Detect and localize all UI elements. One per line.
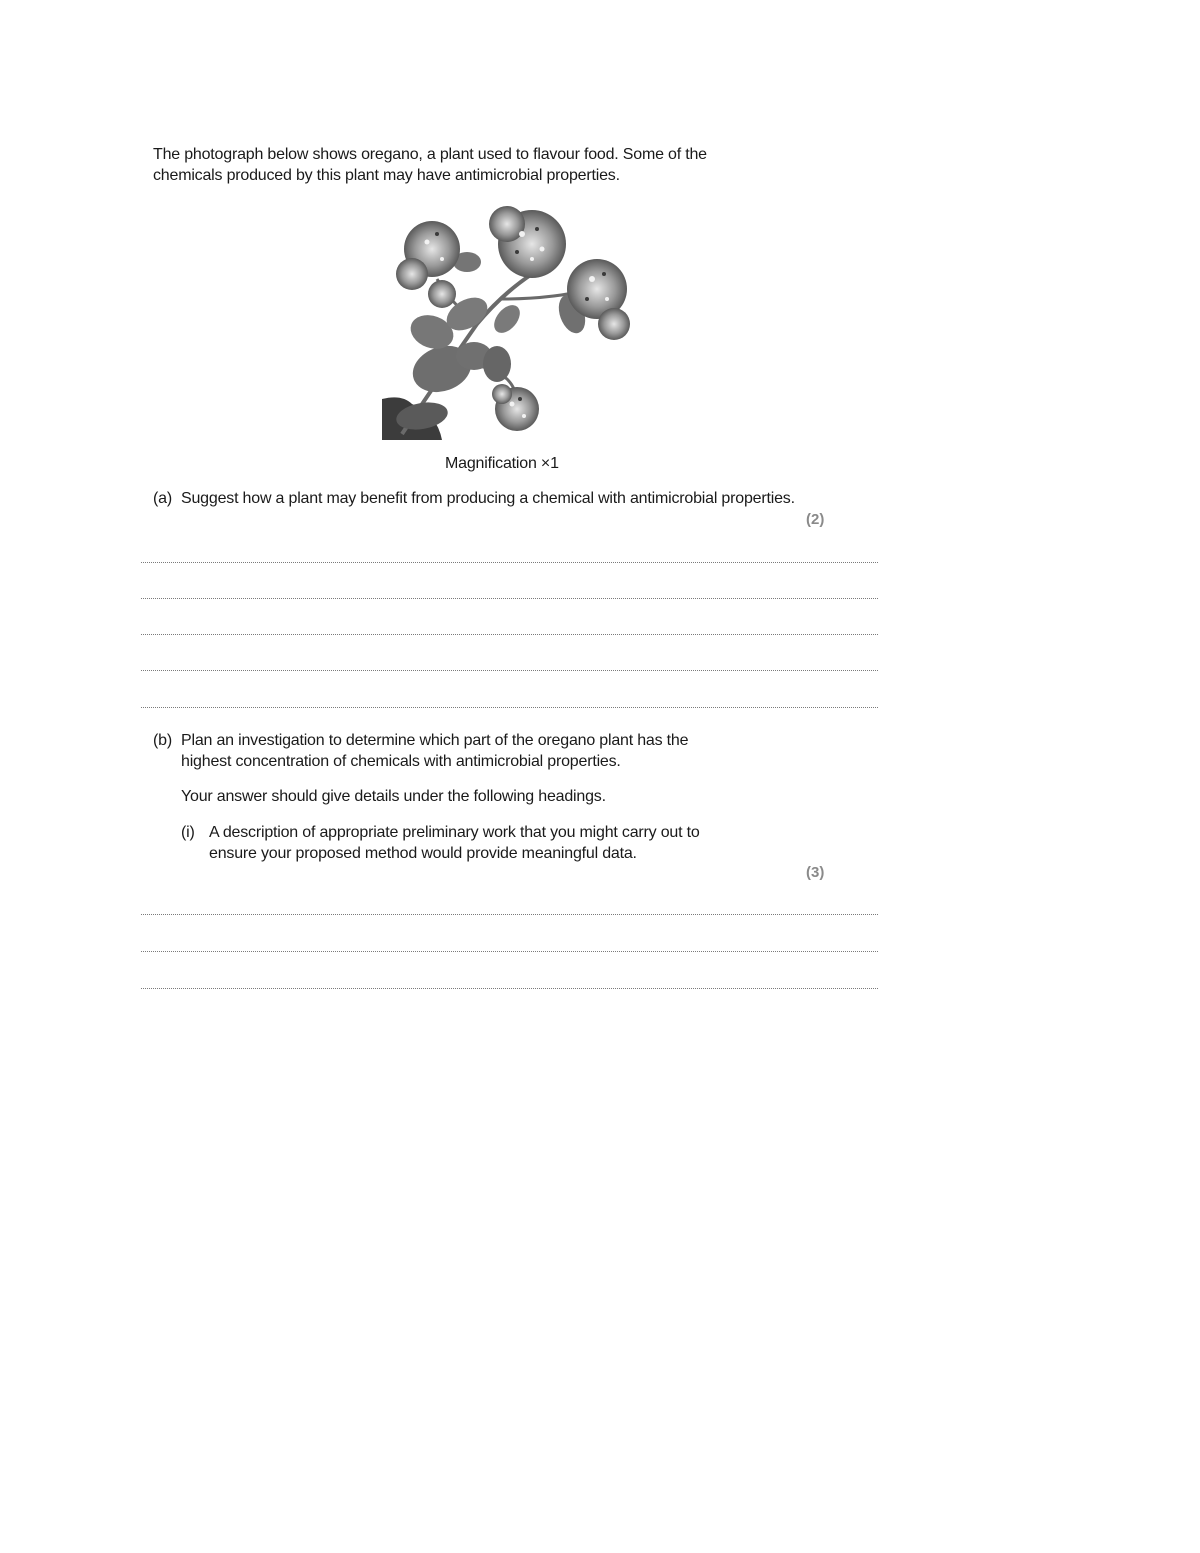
oregano-photograph [382, 204, 637, 440]
part-b-i-marks: (3) [806, 864, 825, 881]
answer-line-b-2[interactable] [141, 951, 878, 952]
part-a-question: Suggest how a plant may benefit from producing a chemical with antimicrobial properties. [181, 490, 795, 507]
part-b-i-line-1: A description of appropriate preliminary work that you might carry out to [209, 824, 700, 841]
part-a-label: (a) [153, 490, 172, 507]
part-b-line-2: highest concentration of chemicals with antimicrobial properties. [181, 753, 621, 770]
answer-line-a-2[interactable] [141, 598, 878, 599]
answer-line-a-4[interactable] [141, 670, 878, 671]
part-b-text [181, 730, 688, 772]
answer-line-a-1[interactable] [141, 562, 878, 563]
part-b-label: (b) [153, 732, 172, 749]
intro-line-2: chemicals produced by this plant may have antimicrobial properties. [153, 167, 620, 184]
intro-text [153, 144, 707, 186]
part-b-line-1: Plan an investigation to determine which part of the oregano plant has the [181, 732, 689, 749]
part-b-i-text [209, 822, 700, 864]
part-a-marks: (2) [806, 511, 825, 528]
answer-line-b-1[interactable] [141, 914, 878, 915]
answer-line-a-5[interactable] [141, 707, 878, 708]
answer-line-a-3[interactable] [141, 634, 878, 635]
answer-line-b-3[interactable] [141, 988, 878, 989]
part-b-i-line-2: ensure your proposed method would provide meaningful data. [209, 845, 637, 862]
intro-line-1: The photograph below shows oregano, a plant used to flavour food. Some of the [153, 146, 707, 163]
part-b-i-label: (i) [181, 824, 195, 841]
figure-caption: Magnification ×1 [445, 455, 559, 472]
part-b-instruction: Your answer should give details under the following headings. [181, 788, 606, 805]
